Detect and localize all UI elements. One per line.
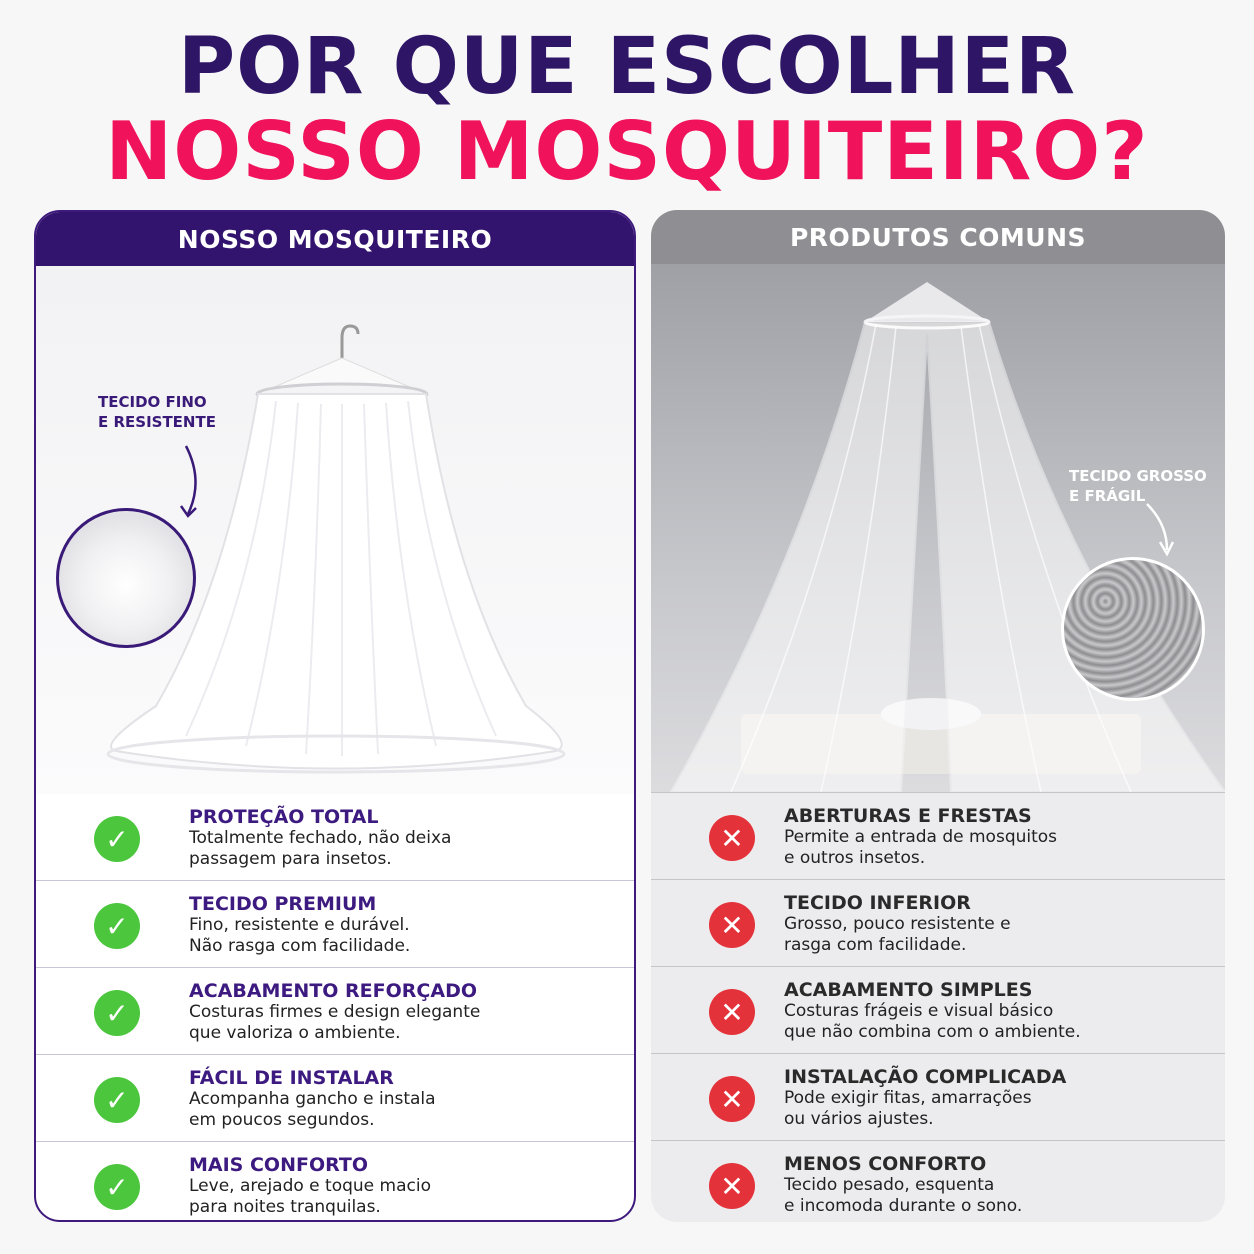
item-description: Costuras frágeis e visual básico que não combina com o ambiente. [784, 1001, 1081, 1042]
drawbacks-list [651, 792, 1225, 1222]
our-product-header: NOSSO MOSQUITEIRO [36, 212, 634, 266]
cross-icon: ✕ [709, 815, 755, 861]
list-item [651, 879, 1225, 966]
item-description: Acompanha gancho e instala em poucos segundos. [189, 1089, 436, 1130]
item-title: MAIS CONFORTO [189, 1154, 368, 1176]
cross-icon: ✕ [709, 1076, 755, 1122]
fabric-closeup-circle [1061, 557, 1205, 701]
list-item [36, 967, 634, 1054]
item-title: MENOS CONFORTO [784, 1153, 987, 1175]
item-title: INSTALAÇÃO COMPLICADA [784, 1066, 1067, 1088]
cross-icon: ✕ [709, 989, 755, 1035]
our-product-panel [34, 210, 636, 1222]
item-description: Totalmente fechado, não deixa passagem para insetos. [189, 828, 452, 869]
check-icon: ✓ [94, 1164, 140, 1210]
list-item [651, 792, 1225, 879]
check-icon: ✓ [94, 816, 140, 862]
item-description: Permite a entrada de mosquitos e outros insetos. [784, 827, 1058, 868]
check-icon: ✓ [94, 990, 140, 1036]
common-net-photo [651, 264, 1225, 792]
check-icon: ✓ [94, 1077, 140, 1123]
list-item [36, 794, 634, 880]
common-products-header: PRODUTOS COMUNS [651, 210, 1225, 264]
fabric-note: TECIDO FINO E RESISTENTE [98, 393, 216, 431]
item-title: TECIDO PREMIUM [189, 893, 377, 915]
list-item [651, 1053, 1225, 1140]
list-item [36, 1054, 634, 1141]
item-title: ABERTURAS E FRESTAS [784, 805, 1032, 827]
item-title: TECIDO INFERIOR [784, 892, 971, 914]
headline-line-1: POR QUE ESCOLHER [177, 22, 1077, 112]
bed-net-illustration [651, 264, 1225, 792]
list-item [651, 1140, 1225, 1222]
list-item [36, 880, 634, 967]
item-title: ACABAMENTO REFORÇADO [189, 980, 477, 1002]
list-item [36, 1141, 634, 1222]
common-products-panel [651, 210, 1225, 1222]
item-title: ACABAMENTO SIMPLES [784, 979, 1033, 1001]
fabric-note: TECIDO GROSSO E FRÁGIL [1069, 467, 1207, 505]
item-title: PROTEÇÃO TOTAL [189, 806, 379, 828]
item-description: Leve, arejado e toque macio para noites tranquilas. [189, 1176, 431, 1217]
item-title: FÁCIL DE INSTALAR [189, 1067, 394, 1089]
item-description: Grosso, pouco resistente e rasga com facilidade. [784, 914, 1011, 955]
cross-icon: ✕ [709, 902, 755, 948]
check-icon: ✓ [94, 903, 140, 949]
item-description: Tecido pesado, esquenta e incomoda durante o sono. [784, 1175, 1023, 1216]
item-description: Pode exigir fitas, amarrações ou vários ajustes. [784, 1088, 1032, 1129]
headline-line-2: NOSSO MOSQUITEIRO? [105, 105, 1149, 198]
item-description: Costuras firmes e design elegante que valoriza o ambiente. [189, 1002, 481, 1043]
our-net-photo [36, 266, 634, 794]
list-item [651, 966, 1225, 1053]
item-description: Fino, resistente e durável. Não rasga com facilidade. [189, 915, 411, 956]
benefits-list [36, 794, 634, 1222]
fabric-closeup-circle [56, 508, 196, 648]
cross-icon: ✕ [709, 1163, 755, 1209]
